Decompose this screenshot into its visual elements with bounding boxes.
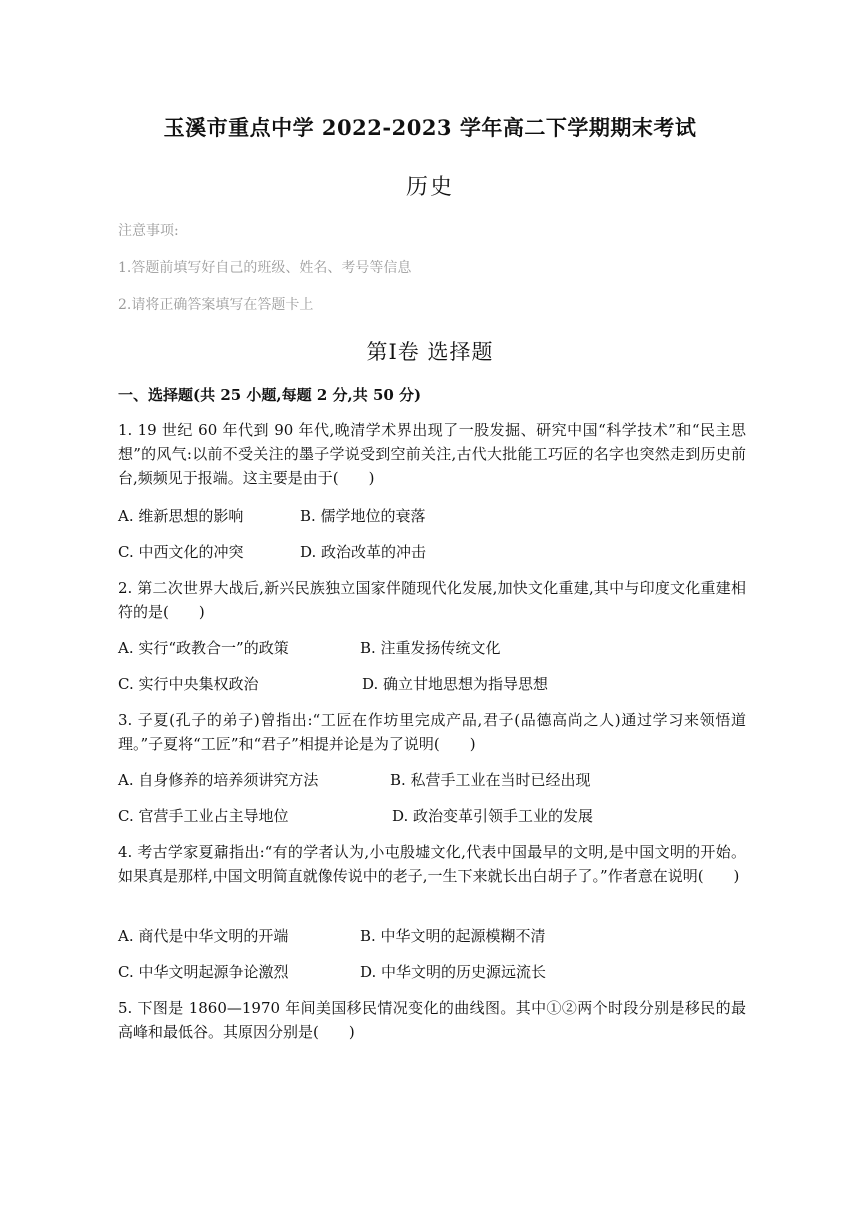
question-3-option-d[interactable]: D. 政治变革引领手工业的发展 xyxy=(392,807,594,825)
question-1-option-d[interactable]: D. 政治改革的冲击 xyxy=(300,543,427,561)
question-1-option-b[interactable]: B. 儒学地位的衰落 xyxy=(300,507,426,525)
question-2-option-c[interactable]: C. 实行中央集权政治 xyxy=(118,675,259,693)
notice-item-2: 2.请将正确答案填写在答题卡上 xyxy=(118,297,314,313)
question-1-option-a[interactable]: A. 维新思想的影响 xyxy=(118,507,244,525)
question-3-option-a[interactable]: A. 自身修养的培养须讲究方法 xyxy=(118,771,319,789)
question-2-stem: 2. 第二次世界大战后,新兴民族独立国家伴随现代化发展,加快文化重建,其中与印度文化重建相符的是( ) xyxy=(118,579,746,621)
section-title: 第Ⅰ卷 选择题 xyxy=(366,340,494,364)
question-3-stem: 3. 子夏(孔子的弟子)曾指出:“工匠在作坊里完成产品,君子(品德高尚之人)通过学习来领悟道理。”子夏将“工匠”和“君子”相提并论是为了说明( ) xyxy=(118,711,746,753)
question-3-option-c[interactable]: C. 官营手工业占主导地位 xyxy=(118,807,289,825)
question-2-option-a[interactable]: A. 实行“政教合一”的政策 xyxy=(118,639,289,657)
subject-title: 历史 xyxy=(405,175,454,200)
question-4-option-a[interactable]: A. 商代是中华文明的开端 xyxy=(118,927,289,945)
question-4-option-d[interactable]: D. 中华文明的历史源远流长 xyxy=(360,963,547,981)
notice-heading: 注意事项: xyxy=(118,223,179,239)
question-3-option-b[interactable]: B. 私营手工业在当时已经出现 xyxy=(390,771,591,789)
question-4-stem: 4. 考古学家夏鼐指出:“有的学者认为,小屯殷墟文化,代表中国最早的文明,是中国文明的开始。如果真是那样,中国文明简直就像传说中的老子,一生下来就长出白胡子了。”作者意在说明( ) xyxy=(118,843,746,885)
question-1-option-c[interactable]: C. 中西文化的冲突 xyxy=(118,543,244,561)
question-1-stem: 1. 19 世纪 60 年代到 90 年代,晚清学术界出现了一股发掘、研究中国“科学技术”和“民主思想”的风气:以前不受关注的墨子学说受到空前关注,古代大批能工巧匠的名字也突然走到历史前台,频频见于报端。这主要是由于( ) xyxy=(118,421,746,487)
question-2-option-d[interactable]: D. 确立甘地思想为指导思想 xyxy=(362,675,549,693)
notice-item-1: 1.答题前填写好自己的班级、姓名、考号等信息 xyxy=(118,260,412,276)
question-5-stem: 5. 下图是 1860—1970 年间美国移民情况变化的曲线图。其中①②两个时段分别是移民的最高峰和最低谷。其原因分别是( ) xyxy=(118,999,746,1041)
part-heading: 一、选择题(共 25 小题,每题 2 分,共 50 分) xyxy=(118,386,422,404)
question-2-option-b[interactable]: B. 注重发扬传统文化 xyxy=(360,639,501,657)
question-4-option-c[interactable]: C. 中华文明起源争论激烈 xyxy=(118,963,289,981)
exam-title: 玉溪市重点中学 2022-2023 学年高二下学期期末考试 xyxy=(163,115,697,140)
question-4-option-b[interactable]: B. 中华文明的起源模糊不清 xyxy=(360,927,546,945)
